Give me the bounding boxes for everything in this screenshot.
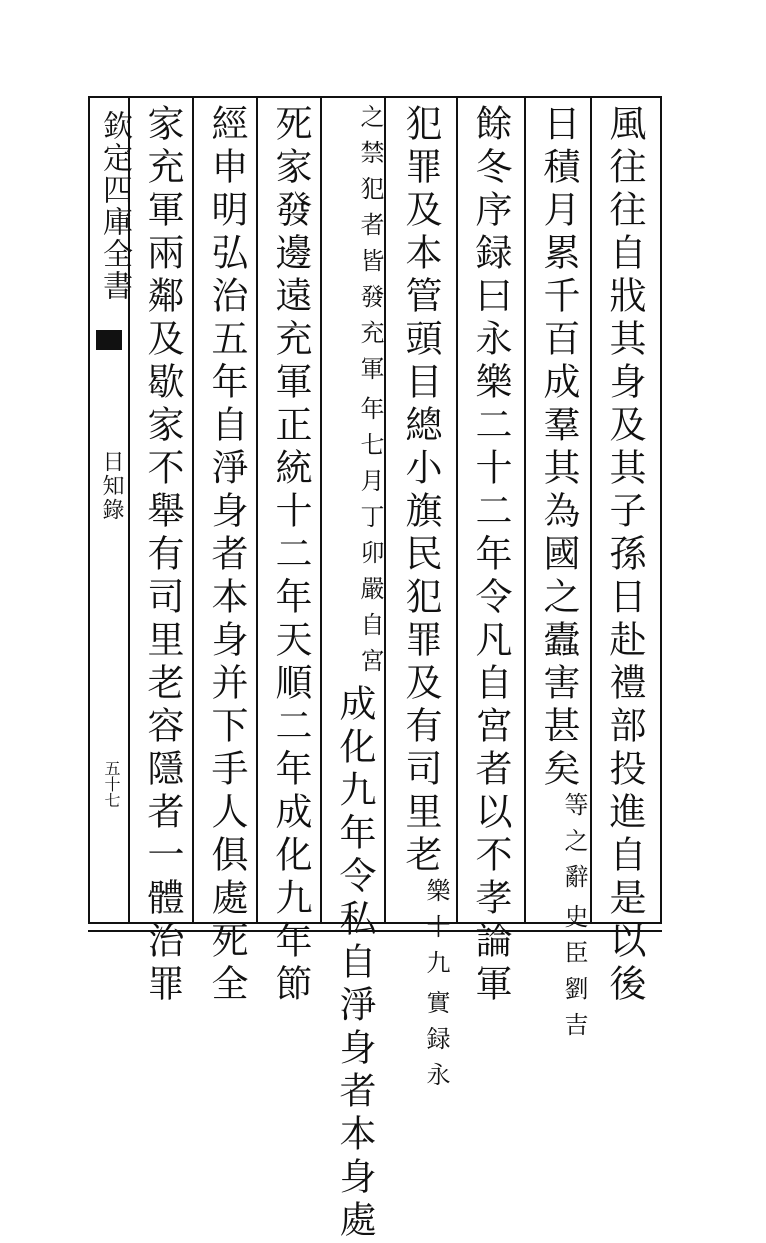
note-line: 等之辭 <box>560 792 588 900</box>
column-2-note <box>560 792 588 1048</box>
column-rule <box>320 96 322 924</box>
text-column-8: 家充軍兩鄰及歇家不舉有司里老容隱者一體治罪 <box>141 104 184 1007</box>
column-rule <box>192 96 194 924</box>
column-rule <box>384 96 386 924</box>
margin-page-number: 五十七 <box>102 760 121 808</box>
column-rule <box>256 96 258 924</box>
text-column-2 <box>528 104 588 1048</box>
fishtail-mark <box>96 330 122 350</box>
column-4-main: 犯罪及本管頭目總小旗民犯罪及有司里老 <box>399 104 442 878</box>
note-line: 實録永 <box>422 990 450 1098</box>
note-line: 之禁犯者皆發充軍 <box>356 104 384 392</box>
note-line: 樂十九 <box>422 878 450 986</box>
text-column-1: 風往往自戕其身及其子孫日赴禮部投進自是以後 <box>603 104 646 1007</box>
column-5-main: 成化九年令私自淨身者本身處 <box>333 684 376 1243</box>
note-line: 年七月丁卯嚴自宮 <box>356 396 384 684</box>
text-column-6: 死家發邊遠充軍正統十二年天順二年成化九年節 <box>269 104 312 1007</box>
note-line: 史臣劉吉 <box>560 904 588 1048</box>
column-rule <box>524 96 526 924</box>
column-5-note <box>356 104 384 684</box>
margin-book-title: 日知錄 <box>99 450 124 522</box>
text-column-4 <box>390 104 450 1098</box>
column-4-note <box>422 878 450 1098</box>
text-column-7: 經申明弘治五年自淨身者本身并下手人俱處死全 <box>205 104 248 1007</box>
column-rule <box>590 96 592 924</box>
text-column-5 <box>324 104 384 1243</box>
text-column-3: 餘冬序録曰永樂二十二年令凡自宮者以不孝論軍 <box>469 104 512 1007</box>
margin-title: 欽定四庫全書 <box>97 110 132 302</box>
column-2-main: 日積月累千百成羣其為國之蠹害甚矣 <box>537 104 580 792</box>
column-rule <box>456 96 458 924</box>
